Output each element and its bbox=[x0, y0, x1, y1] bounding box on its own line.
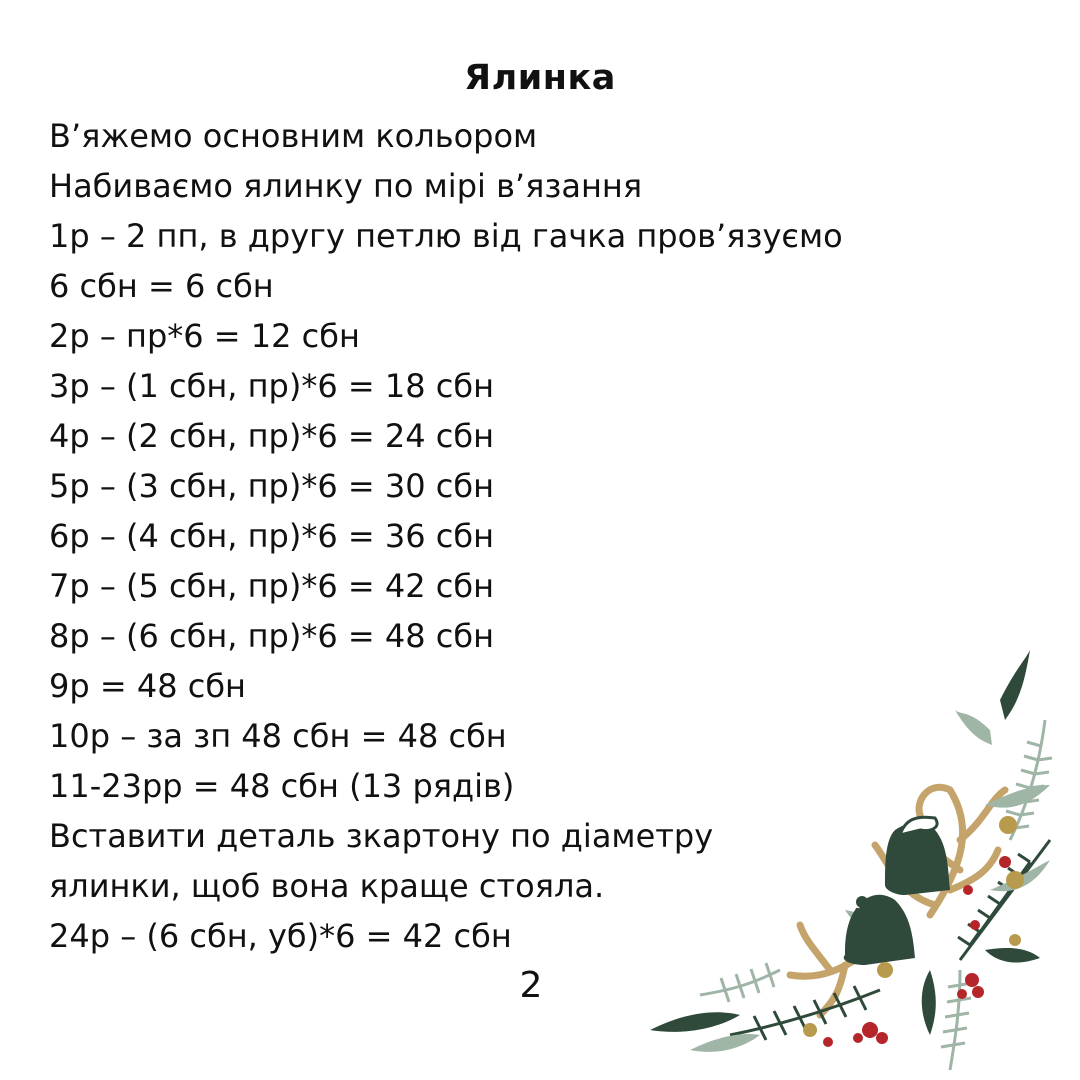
instruction-line: 9р = 48 сбн bbox=[49, 667, 246, 705]
instruction-line: 6р – (4 сбн, пр)*6 = 36 сбн bbox=[49, 517, 494, 555]
instruction-line: Вставити деталь зкартону по діаметру bbox=[49, 817, 714, 855]
page-number: 2 bbox=[519, 965, 543, 1006]
page-title: Ялинка bbox=[464, 58, 616, 98]
instruction-line: 4р – (2 сбн, пр)*6 = 24 сбн bbox=[49, 417, 494, 455]
holly-leaf-icon bbox=[650, 650, 1050, 1052]
instruction-line: 10р – за зп 48 сбн = 48 сбн bbox=[49, 717, 507, 755]
instruction-line: 3р – (1 сбн, пр)*6 = 18 сбн bbox=[49, 367, 494, 405]
instruction-line: 2р – пр*6 = 12 сбн bbox=[49, 317, 360, 355]
bell-icon bbox=[844, 817, 950, 965]
instruction-line: 7р – (5 сбн, пр)*6 = 42 сбн bbox=[49, 567, 494, 605]
instruction-line: В’яжемо основним кольором bbox=[49, 117, 538, 155]
instruction-line: 6 сбн = 6 сбн bbox=[49, 267, 274, 305]
instruction-line: Набиваємо ялинку по мірі в’язання bbox=[49, 167, 643, 205]
fir-branch-icon bbox=[700, 720, 1052, 1070]
instruction-line: 24р – (6 сбн, уб)*6 = 42 сбн bbox=[49, 917, 512, 955]
christmas-decoration bbox=[630, 640, 1080, 1080]
instruction-line: 11-23рр = 48 сбн (13 рядів) bbox=[49, 767, 515, 805]
instruction-line: 5р – (3 сбн, пр)*6 = 30 сбн bbox=[49, 467, 494, 505]
instruction-line: 1р – 2 пп, в другу петлю від гачка пров’язуємо bbox=[49, 217, 843, 255]
instruction-line: ялинки, щоб вона краще стояла. bbox=[49, 867, 605, 905]
instruction-line: 8р – (6 сбн, пр)*6 = 48 сбн bbox=[49, 617, 494, 655]
